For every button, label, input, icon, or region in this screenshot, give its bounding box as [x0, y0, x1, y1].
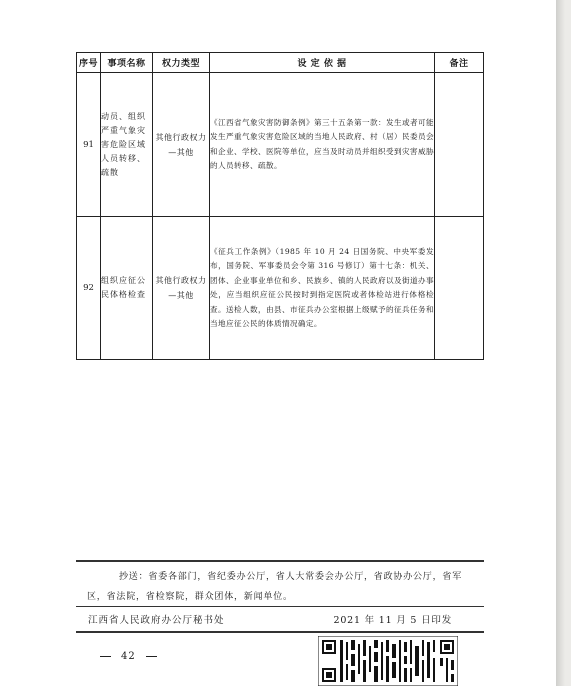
- header-basis: 设 定 依 据: [210, 53, 435, 73]
- remark-cell: [435, 217, 484, 360]
- table-row: [77, 73, 484, 217]
- print-date: 2021 年 11 月 5 日印发: [333, 615, 452, 626]
- table-header-row: [77, 53, 484, 73]
- cc-text: 抄送：省委各部门，省纪委办公厅，省人大常委会办公厅，省政协办公厅，省军区，省法院，省检察院，群众团体，新闻单位。: [87, 572, 463, 602]
- dash-right: [146, 656, 157, 657]
- barcode-icon: [318, 636, 458, 686]
- legal-basis: 《征兵工作条例》（1985 年 10 月 24 日国务院、中央军委发布，国务院、军事委员会令第 316 号修订）第十七条：机关、团体、企业事业单位和乡、民族乡、镇的人民政府以及街道办事处，应当组织应征公民按时到指定医院或者体检站进行体格检查。送检人数，由县、市征兵办公室根据上级赋予的征兵任务和当地应征公民的体质情况确定。: [210, 217, 435, 360]
- row-number: 92: [77, 217, 101, 360]
- footer-rule-bottom: [76, 631, 484, 633]
- page-edge-shadow: [556, 0, 571, 686]
- header-num: 序号: [77, 53, 101, 73]
- issuing-office: 江西省人民政府办公厅秘书处: [88, 615, 225, 626]
- power-type: 其他行政权力—其他: [153, 73, 210, 217]
- page-number: [90, 651, 167, 662]
- remark-cell: [435, 73, 484, 217]
- header-name: 事项名称: [101, 53, 153, 73]
- footer-rule-middle: [76, 606, 484, 607]
- powers-table: [76, 52, 484, 360]
- cc-list: [87, 567, 477, 607]
- dash-left: [100, 656, 111, 657]
- item-name: 动员、组织严重气象灾害危险区域人员转移、疏散: [101, 73, 153, 217]
- row-number: 91: [77, 73, 101, 217]
- power-type: 其他行政权力—其他: [153, 217, 210, 360]
- legal-basis: 《江西省气象灾害防御条例》第三十五条第一款：发生或者可能发生严重气象灾害危险区域的当地人民政府、村（居）民委员会和企业、学校、医院等单位，应当及时动员并组织受到灾害威胁的人员转移、疏散。: [210, 73, 435, 217]
- footer-rule-top: [76, 560, 484, 562]
- table-row: [77, 217, 484, 360]
- header-type: 权力类型: [153, 53, 210, 73]
- page-number-text: 42: [121, 651, 136, 662]
- item-name: 组织应征公民体格检查: [101, 217, 153, 360]
- header-remark: 备注: [435, 53, 484, 73]
